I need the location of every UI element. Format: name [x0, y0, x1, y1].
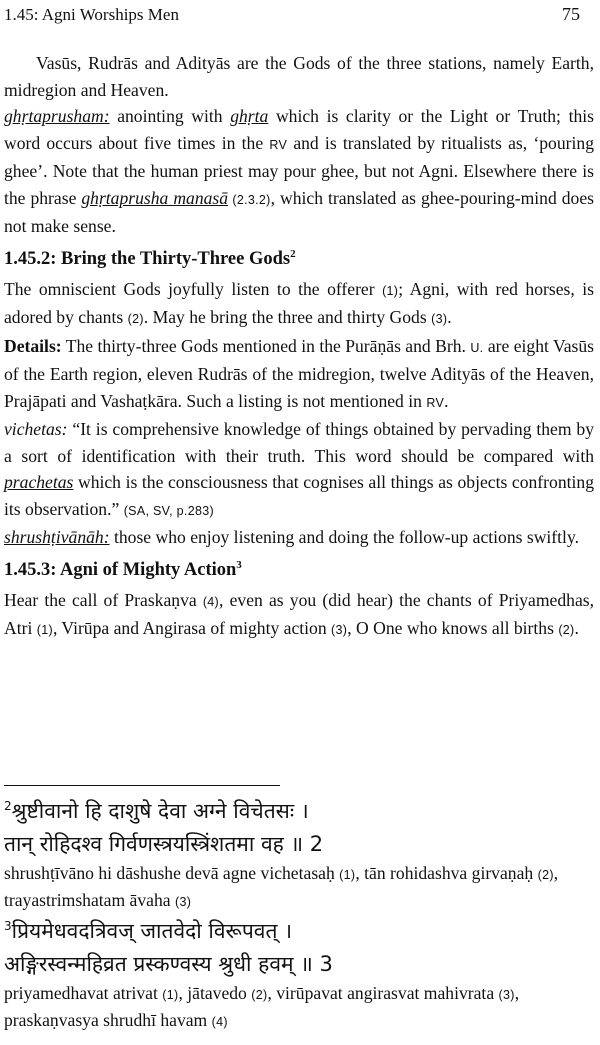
details-paragraph: [4, 333, 594, 417]
ghrta-text-b: which is clarity or the Light or Truth; this word occurs about five times in the: [4, 106, 594, 153]
footnote-2-devanagari-line-1: [4, 795, 594, 828]
verse-3-text-d: , O One who knows all births: [347, 618, 559, 638]
footnote-3-tr-n3: (3): [498, 988, 515, 1002]
vichetas-text: “It is comprehensive knowledge of things obtained by pervading them by a sort of identification with their truth. This word should be compared with: [4, 419, 594, 466]
verse-3-num-2: (2): [558, 623, 575, 637]
footnote-2-tr-b: , tān rohidashva girvaṇaḥ: [355, 863, 538, 883]
footnote-3-tr-n1: (1): [162, 988, 179, 1002]
footnote-3-tr-n2: (2): [251, 988, 268, 1002]
ghrta-word: ghṛta: [230, 106, 269, 126]
ghrta-phrase: ghṛtaprusha manasā: [81, 187, 229, 208]
main-text: [4, 50, 594, 644]
footnote-3-transliteration: [4, 981, 594, 1035]
footnote-3-tr-a: priyamedhavat atrivat: [4, 983, 163, 1003]
footnote-3-mark: 3: [4, 919, 12, 933]
section-heading-2-text: 1.45.2: Bring the Thirty-Three Gods: [4, 248, 291, 269]
footnote-2-tr-n3: (3): [174, 895, 192, 909]
verse-2-text-a: The omniscient Gods joyfully listen to the offerer: [4, 278, 383, 299]
ghrta-text-a: anointing with: [109, 106, 231, 126]
footnote-3-tr-n4: (4): [211, 1015, 228, 1029]
verse-3-num-1: (1): [36, 623, 53, 637]
footnote-3-tr-b: , jātavedo: [178, 983, 252, 1003]
ghrta-text-d: , which translated as ghee-pouring-mind does not make sense.: [4, 187, 594, 236]
footnote-2-tr-n2: (2): [537, 868, 554, 882]
footnote-2-tr-n1: (1): [339, 868, 356, 882]
page-number: 75: [562, 4, 580, 24]
section-heading-2: [4, 244, 594, 274]
section-heading-3-text: 1.45.3: Agni of Mighty Action: [4, 559, 237, 580]
rv-abbrev: RV: [269, 137, 288, 152]
shrush-term: shrushṭivānāh:: [4, 527, 110, 547]
footnote-2-mark: 2: [4, 799, 12, 813]
footnote-divider: [4, 785, 280, 786]
verse-3-text-a: Hear the call of Praskaṇva: [4, 589, 203, 610]
footnotes: [4, 795, 594, 1035]
details-text-b: are eight Vasūs of the Earth region, eleven Rudrās of the midregion, twelve Adityās of the Heaven, Prajāpati and Vashaṭkāra. Such a listing is not mentioned in: [4, 335, 595, 411]
ghrta-ref: (2.3.2): [228, 192, 271, 207]
footnote-2-tr-a: shrushṭīvāno hi dāshushe devā agne vichetasaḥ: [4, 863, 340, 883]
details-text-a: The thirty-three Gods mentioned in the Purāṇās and Brh.: [61, 335, 471, 356]
verse-2-num-1: (1): [382, 283, 399, 298]
verse-3-num-4: (4): [202, 594, 220, 609]
details-u: U.: [470, 340, 484, 355]
section-heading-3: [4, 555, 594, 585]
shrush-paragraph: [4, 524, 594, 551]
footnote-ref-2: 2: [290, 247, 296, 260]
verse-3-text-b: , even as you (did hear) the chants of Priyamedhas, Atri: [4, 589, 594, 638]
footnote-2-transliteration: [4, 861, 594, 915]
verse-2-text-d: .: [447, 307, 452, 327]
verse-3-num-3: (3): [331, 623, 348, 637]
vichetas-paragraph: [4, 416, 594, 524]
prachetas-word: prachetas: [4, 472, 74, 492]
shrush-text: those who enjoy listening and doing the follow-up actions swiftly.: [109, 527, 579, 547]
running-header: [4, 4, 580, 25]
ghrta-term: ghṛtaprusham:: [4, 106, 110, 126]
ghrta-text-c: and is translated by ritualists as, ‘pouring ghee’. Note that the human priest may pour ghee, but not Agni. Elsewhere there is the phrase: [4, 132, 594, 208]
footnote-3-tr-c: , virūpavat angirasvat mahivrata: [267, 983, 499, 1003]
vichetas-term: vichetas:: [4, 419, 68, 439]
details-rv: RV: [426, 395, 445, 410]
verse-3-text-c: , Virūpa and Angirasa of mighty action: [52, 618, 332, 638]
details-label: Details:: [4, 335, 62, 356]
footnote-2-devanagari-line-2: तान् रोहिदश्व गिर्वणस्त्रयस्त्रिंशतमा वह ॥ 2: [4, 832, 324, 856]
intro-paragraph: Vasūs, Rudrās and Adityās are the Gods of the three stations, namely Earth, midregion and Heaven.: [4, 53, 594, 100]
verse-2-text-b: ; Agni, with red horses, is adored by chants: [4, 278, 594, 327]
footnote-3-line-1: प्रियमेधवदत्रिवज् जातवेदो विरूपवत् ।: [11, 919, 293, 943]
footnote-3-devanagari-line-2: अङ्गिरस्वन्महिव्रत प्रस्कण्वस्य श्रुधी हवम् ॥ 3: [4, 952, 333, 976]
footnote-2-line-1: श्रुष्टीवानो हि दाशुषे देवा अग्ने विचेतसः ।: [11, 799, 309, 823]
verse-2-num-2: (2): [127, 312, 144, 326]
details-text-c: .: [444, 390, 449, 411]
verse-3-translation: [4, 587, 594, 644]
vichetas-ref: (SA, SV, p.283): [123, 503, 214, 518]
footnote-3-devanagari-line-1: [4, 915, 594, 948]
header-title: 1.45: Agni Worships Men: [4, 5, 179, 24]
verse-2-text-c: . May he bring the three and thirty Gods: [143, 307, 432, 327]
vichetas-text-2: which is the consciousness that cognises all things as objects confronting its observation.”: [4, 472, 594, 519]
ghrta-paragraph: [4, 103, 594, 240]
verse-3-text-e: .: [574, 618, 579, 638]
verse-2-num-3: (3): [431, 312, 448, 326]
verse-2-translation: [4, 276, 594, 333]
footnote-3-tr-d: , praskaṇvasya shrudhī havam: [4, 983, 520, 1030]
footnote-2-tr-c: , trayastrimshatam āvaha: [4, 863, 559, 910]
footnote-ref-3: 3: [236, 558, 242, 571]
